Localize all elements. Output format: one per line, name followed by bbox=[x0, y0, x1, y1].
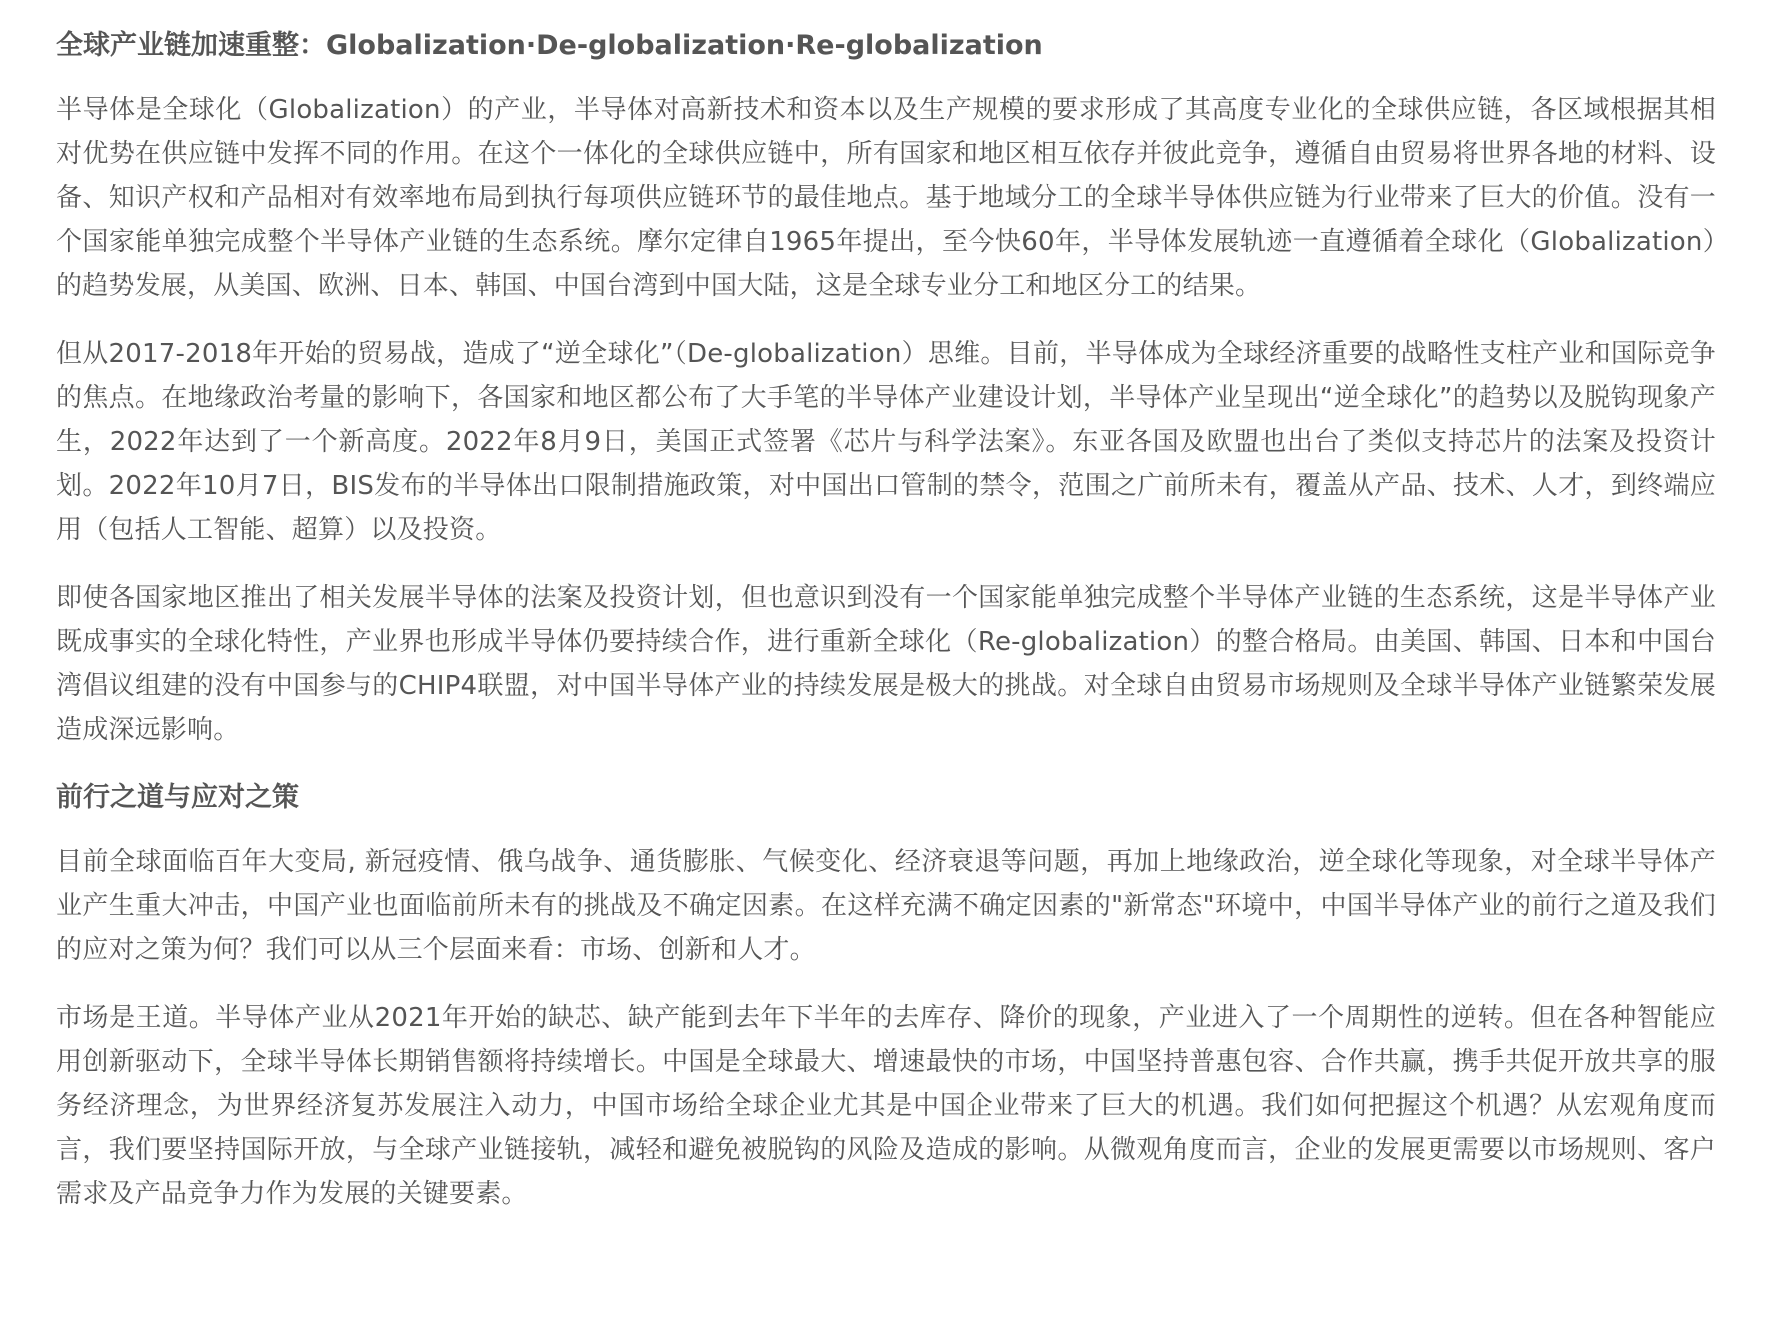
paragraph-market: 市场是王道。半导体产业从2021年开始的缺芯、缺产能到去年下半年的去库存、降价的现象，产业进入了一个周期性的逆转。但在各种智能应用创新驱动下，全球半导体长期销售额将持续增长。中国是全球最大、增速最快的市场，中国坚持普惠包容、合作共赢，携手共促开放共享的服务经济理念，为世界经济复苏发展注入动力，中国市场给全球企业尤其是中国企业带来了巨大的机遇。我们如何把握这个机遇？从宏观角度而言，我们要坚持国际开放，与全球产业链接轨，减轻和避免被脱钩的风险及造成的影响。从微观角度而言，企业的发展更需要以市场规则、客户需求及产品竞争力作为发展的关键要素。 bbox=[56, 1003, 1716, 1209]
section-title: 前行之道与应对之策 bbox=[56, 782, 299, 813]
paragraph-challenges: 目前全球面临百年大变局, 新冠疫情、俄乌战争、通货膨胀、气候变化、经济衰退等问题，再加上地缘政治，逆全球化等现象，对全球半导体产业产生重大冲击，中国产业也面临前所未有的挑战及不确定因素。在这样充满不确定因素的"新常态"环境中，中国半导体产业的前行之道及我们的应对之策为何？我们可以从三个层面来看：市场、创新和人才。 bbox=[56, 847, 1716, 965]
paragraph-deglobalization: 但从2017-2018年开始的贸易战，造成了“逆全球化”（De-globalization）思维。目前，半导体成为全球经济重要的战略性支柱产业和国际竞争的焦点。在地缘政治考量的影响下，各国家和地区都公布了大手笔的半导体产业建设计划，半导体产业呈现出“逆全球化”的趋势以及脱钩现象产生，2022年达到了一个新高度。2022年8月9日，美国正式签署《芯片与科学法案》。东亚各国及欧盟也出台了类似支持芯片的法案及投资计划。2022年10月7日，BIS发布的半导体出口限制措施政策，对中国出口管制的禁令，范围之广前所未有，覆盖从产品、技术、人才，到终端应用（包括人工智能、超算）以及投资。 bbox=[56, 339, 1716, 545]
article-title: 全球产业链加速重整：Globalization·De-globalization·Re-globalization bbox=[56, 30, 1043, 61]
article-body bbox=[56, 24, 1716, 1240]
paragraph-reglobalization: 即使各国家地区推出了相关发展半导体的法案及投资计划，但也意识到没有一个国家能单独完成整个半导体产业链的生态系统，这是半导体产业既成事实的全球化特性，产业界也形成半导体仍要持续合作，进行重新全球化（Re-globalization）的整合格局。由美国、韩国、日本和中国台湾倡议组建的没有中国参与的CHIP4联盟，对中国半导体产业的持续发展是极大的挑战。对全球自由贸易市场规则及全球半导体产业链繁荣发展造成深远影响。 bbox=[56, 583, 1716, 745]
paragraph-globalization: 半导体是全球化（Globalization）的产业，半导体对高新技术和资本以及生产规模的要求形成了其高度专业化的全球供应链，各区域根据其相对优势在供应链中发挥不同的作用。在这个一体化的全球供应链中，所有国家和地区相互依存并彼此竞争，遵循自由贸易将世界各地的材料、设备、知识产权和产品相对有效率地布局到执行每项供应链环节的最佳地点。基于地域分工的全球半导体供应链为行业带来了巨大的价值。没有一个国家能单独完成整个半导体产业链的生态系统。摩尔定律自1965年提出，至今快60年，半导体发展轨迹一直遵循着全球化（Globalization）的趋势发展，从美国、欧洲、日本、韩国、中国台湾到中国大陆，这是全球专业分工和地区分工的结果。 bbox=[56, 95, 1716, 301]
